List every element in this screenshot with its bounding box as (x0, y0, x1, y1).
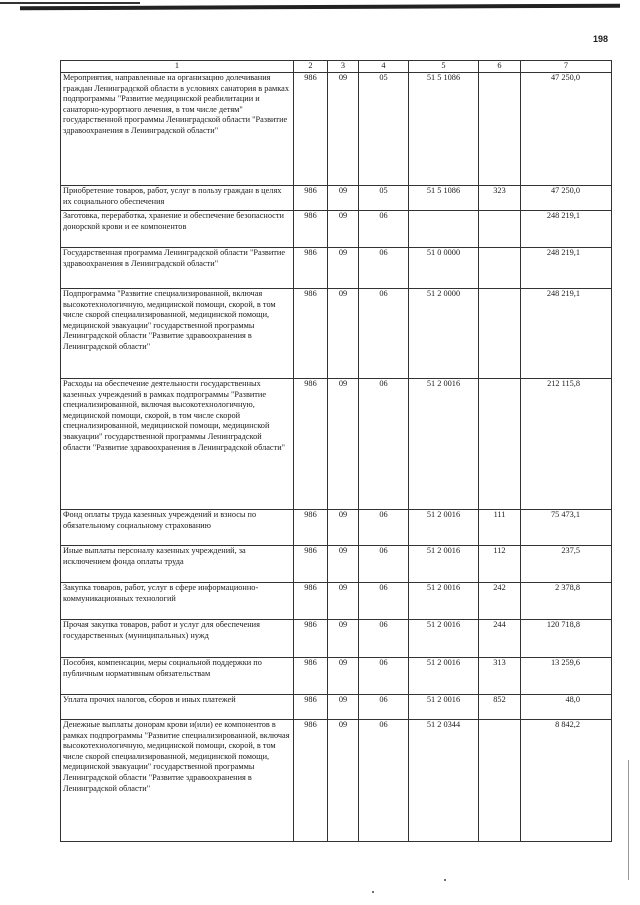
table-row (61, 583, 612, 620)
header-cell: 2 (294, 61, 328, 73)
row-code-3-cell: 09 (328, 620, 359, 658)
row-name-cell: Уплата прочих налогов, сборов и иных платежей (61, 695, 294, 720)
table-row (61, 289, 612, 379)
row-code-3-cell: 09 (328, 583, 359, 620)
header-cell: 4 (359, 61, 409, 73)
row-code-2-cell: 986 (294, 620, 328, 658)
row-code-6-cell: 852 (479, 695, 521, 720)
budget-table (60, 60, 612, 842)
row-name-cell: Расходы на обеспечение деятельности государственных казенных учреждений в рамках подпрограммы "Развитие специализированной, включая высокотехнологичную, медицинской помощи, скорой, в том числе скорой специализированной, медицинской помощи, медицинской эвакуации" государственной программы Ленинградской области "Развитие здравоохранения в Ленинградской области" (61, 379, 294, 510)
row-code-4-cell: 06 (359, 248, 409, 289)
row-code-5-cell: 51 2 0344 (409, 720, 479, 842)
row-code-5-cell: 51 2 0016 (409, 583, 479, 620)
header-cell: 1 (61, 61, 294, 73)
row-code-2-cell: 986 (294, 73, 328, 186)
row-amount-cell: 13 259,6 (521, 658, 612, 695)
table-row (61, 211, 612, 248)
row-code-4-cell: 05 (359, 186, 409, 211)
row-name-cell: Подпрограмма "Развитие специализированной, включая высокотехнологичную, медицинской помощи, скорой, в том числе скорой специализированной, медицинской помощи, медицинской эвакуации" государственной программы Ленинградской области "Развитие здравоохранения в Ленинградской области" (61, 289, 294, 379)
row-code-5-cell: 51 5 1086 (409, 73, 479, 186)
row-code-5-cell: 51 0 0000 (409, 248, 479, 289)
header-cell: 5 (409, 61, 479, 73)
row-amount-cell: 47 250,0 (521, 186, 612, 211)
row-code-3-cell: 09 (328, 510, 359, 546)
row-name-cell: Пособия, компенсации, меры социальной поддержки по публичным нормативным обязательствам (61, 658, 294, 695)
row-code-6-cell: 323 (479, 186, 521, 211)
row-code-3-cell: 09 (328, 658, 359, 695)
table-row (61, 658, 612, 695)
row-code-3-cell: 09 (328, 695, 359, 720)
header-cell: 7 (521, 61, 612, 73)
top-border-line-thin (0, 2, 140, 4)
row-code-6-cell: 242 (479, 583, 521, 620)
row-code-2-cell: 986 (294, 289, 328, 379)
row-code-2-cell: 986 (294, 186, 328, 211)
row-amount-cell: 2 378,8 (521, 583, 612, 620)
row-code-6-cell (479, 248, 521, 289)
row-code-4-cell: 06 (359, 510, 409, 546)
row-name-cell: Фонд оплаты труда казенных учреждений и взносы по обязательному социальному страхованию (61, 510, 294, 546)
row-code-5-cell: 51 5 1086 (409, 186, 479, 211)
row-code-2-cell: 986 (294, 583, 328, 620)
row-name-cell: Мероприятия, направленные на организацию долечивания граждан Ленинградской области в условиях санатория в рамках подпрограммы "Развитие медицинской реабилитации и санаторно-курортного лечения, в том числе детям" государственной программы Ленинградской области "Развитие здравоохранения в Ленинградской области" (61, 73, 294, 186)
row-code-3-cell: 09 (328, 379, 359, 510)
row-code-5-cell: 51 2 0016 (409, 620, 479, 658)
table-row (61, 73, 612, 186)
row-code-4-cell: 06 (359, 211, 409, 248)
top-border-line (20, 4, 620, 11)
row-code-3-cell: 09 (328, 211, 359, 248)
row-code-3-cell: 09 (328, 546, 359, 583)
page-number: 198 (592, 34, 608, 44)
row-name-cell: Приобретение товаров, работ, услуг в пользу граждан в целях их социального обеспечения (61, 186, 294, 211)
row-code-6-cell: 112 (479, 546, 521, 583)
table-row (61, 695, 612, 720)
row-code-4-cell: 06 (359, 695, 409, 720)
row-name-cell: Закупка товаров, работ, услуг в сфере информационно-коммуникационных технологий (61, 583, 294, 620)
table-body (61, 61, 612, 842)
row-name-cell: Иные выплаты персоналу казенных учреждений, за исключением фонда оплаты труда (61, 546, 294, 583)
row-amount-cell: 248 219,1 (521, 248, 612, 289)
row-name-cell: Заготовка, переработка, хранение и обеспечение безопасности донорской крови и ее компонентов (61, 211, 294, 248)
row-code-2-cell: 986 (294, 248, 328, 289)
row-code-6-cell (479, 379, 521, 510)
row-code-5-cell: 51 2 0016 (409, 379, 479, 510)
row-amount-cell: 75 473,1 (521, 510, 612, 546)
table-header-row (61, 61, 612, 73)
table-row (61, 620, 612, 658)
row-code-3-cell: 09 (328, 73, 359, 186)
row-name-cell: Денежные выплаты донорам крови и(или) ее компонентов в рамках подпрограммы "Развитие специализированной, включая высокотехнологичную, медицинской помощи, скорой, в том числе скорой специализированной, медицинской помощи, медицинской эвакуации" государственной программы Ленинградской области "Развитие здравоохранения в Ленинградской области" (61, 720, 294, 842)
row-code-6-cell (479, 720, 521, 842)
row-name-cell: Прочая закупка товаров, работ и услуг для обеспечения государственных (муниципальных) нужд (61, 620, 294, 658)
row-code-6-cell (479, 211, 521, 248)
table-row (61, 379, 612, 510)
row-amount-cell: 8 842,2 (521, 720, 612, 842)
row-amount-cell: 237,5 (521, 546, 612, 583)
row-amount-cell: 248 219,1 (521, 289, 612, 379)
row-code-3-cell: 09 (328, 248, 359, 289)
scan-speck (444, 879, 446, 881)
row-amount-cell: 120 718,8 (521, 620, 612, 658)
row-code-4-cell: 06 (359, 289, 409, 379)
row-code-6-cell (479, 289, 521, 379)
row-code-4-cell: 06 (359, 546, 409, 583)
row-code-2-cell: 986 (294, 546, 328, 583)
row-code-5-cell: 51 2 0000 (409, 289, 479, 379)
row-code-4-cell: 06 (359, 720, 409, 842)
row-code-4-cell: 06 (359, 620, 409, 658)
scan-speck (372, 891, 374, 893)
row-code-6-cell: 111 (479, 510, 521, 546)
table-row (61, 186, 612, 211)
row-code-2-cell: 986 (294, 658, 328, 695)
table-row (61, 248, 612, 289)
table-row (61, 510, 612, 546)
row-code-5-cell: 51 2 0016 (409, 546, 479, 583)
row-code-2-cell: 986 (294, 510, 328, 546)
table-row (61, 720, 612, 842)
scan-artifact-line (628, 760, 629, 880)
row-amount-cell: 48,0 (521, 695, 612, 720)
row-code-6-cell: 313 (479, 658, 521, 695)
row-code-2-cell: 986 (294, 211, 328, 248)
row-code-4-cell: 05 (359, 73, 409, 186)
row-code-6-cell (479, 73, 521, 186)
table-row (61, 546, 612, 583)
row-code-5-cell (409, 211, 479, 248)
row-amount-cell: 248 219,1 (521, 211, 612, 248)
row-code-2-cell: 986 (294, 379, 328, 510)
row-code-4-cell: 06 (359, 658, 409, 695)
row-code-5-cell: 51 2 0016 (409, 695, 479, 720)
row-code-2-cell: 986 (294, 695, 328, 720)
row-code-4-cell: 06 (359, 583, 409, 620)
row-code-3-cell: 09 (328, 289, 359, 379)
header-cell: 6 (479, 61, 521, 73)
row-code-6-cell: 244 (479, 620, 521, 658)
row-code-5-cell: 51 2 0016 (409, 510, 479, 546)
row-name-cell: Государственная программа Ленинградской области "Развитие здравоохранения в Ленинградской области" (61, 248, 294, 289)
row-amount-cell: 212 115,8 (521, 379, 612, 510)
row-code-4-cell: 06 (359, 379, 409, 510)
row-amount-cell: 47 250,0 (521, 73, 612, 186)
header-cell: 3 (328, 61, 359, 73)
row-code-3-cell: 09 (328, 720, 359, 842)
row-code-5-cell: 51 2 0016 (409, 658, 479, 695)
row-code-3-cell: 09 (328, 186, 359, 211)
row-code-2-cell: 986 (294, 720, 328, 842)
